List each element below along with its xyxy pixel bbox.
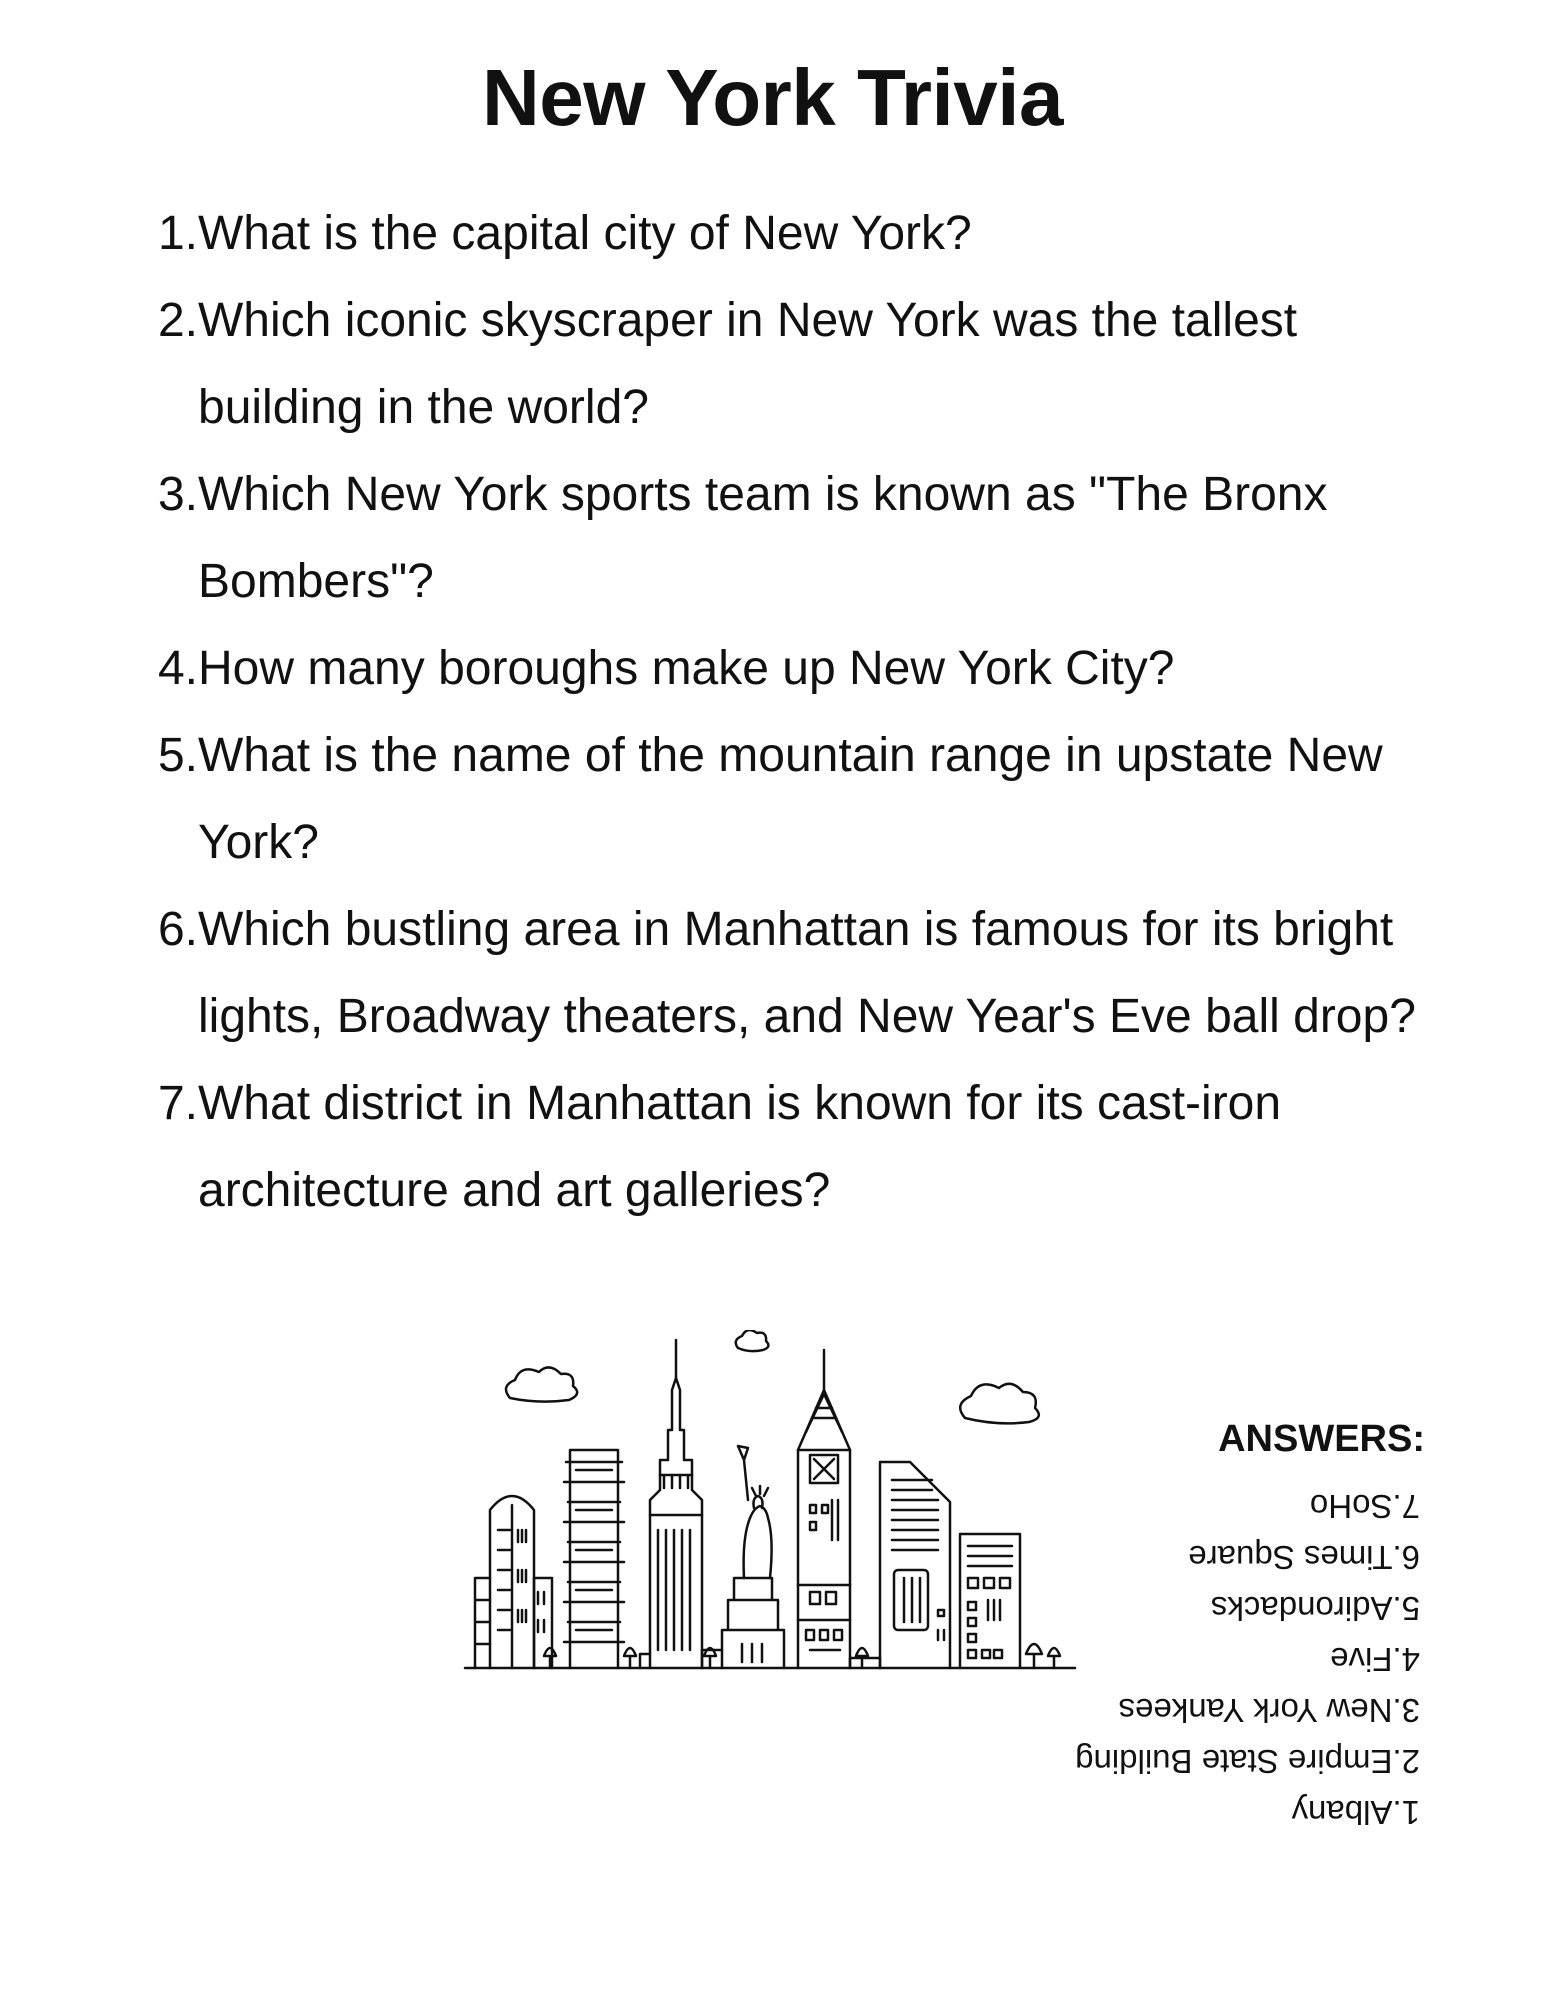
question-number: 7. [157,1077,198,1130]
answer-item: 1.Albany [1291,1794,1420,1831]
question-number: 6. [157,903,198,956]
question-text: Which New York sports team is known as "The Bronx Bombers"? [198,468,1328,608]
question-item [150,886,1430,1060]
question-item [150,625,1430,712]
question-number: 5. [157,729,198,782]
cloud-icon [736,1330,769,1351]
answer-item: 3.New York Yankees [1118,1692,1420,1729]
question-text: What district in Manhattan is known for its cast-iron architecture and art galleries? [198,1077,1282,1217]
question-text: What is the capital city of New York? [198,207,972,260]
question-list [150,190,1430,1234]
answers-heading: ANSWERS: [1218,1418,1425,1460]
question-text: Which bustling area in Manhattan is famous for its bright lights, Broadway theaters, and New Year's Eve ball drop? [198,903,1416,1043]
question-number: 1. [157,207,198,260]
answer-item: 7.SoHo [1309,1488,1420,1525]
tree-icon [544,1648,556,1668]
question-text: How many boroughs make up New York City? [198,642,1175,695]
answer-item: 6.Times Square [1188,1539,1420,1576]
tree-icon [624,1648,636,1668]
question-item [150,190,1430,277]
cloud-icon [960,1384,1039,1424]
question-item [150,451,1430,625]
answer-item: 2.Empire State Building [1075,1743,1420,1780]
question-text: What is the name of the mountain range in upstate New York? [198,729,1383,869]
question-number: 3. [157,468,198,521]
cloud-icon [506,1367,577,1401]
answers-list [920,1478,1420,1838]
question-item [150,1060,1430,1234]
question-item [150,277,1430,451]
question-number: 4. [157,642,198,695]
question-number: 2. [157,294,198,347]
page-title: New York Trivia [482,53,1063,142]
question-item [150,712,1430,886]
answer-item: 4.Five [1330,1641,1420,1678]
answer-item: 5.Adirondacks [1210,1590,1420,1627]
question-text: Which iconic skyscraper in New York was the tallest building in the world? [198,294,1298,434]
